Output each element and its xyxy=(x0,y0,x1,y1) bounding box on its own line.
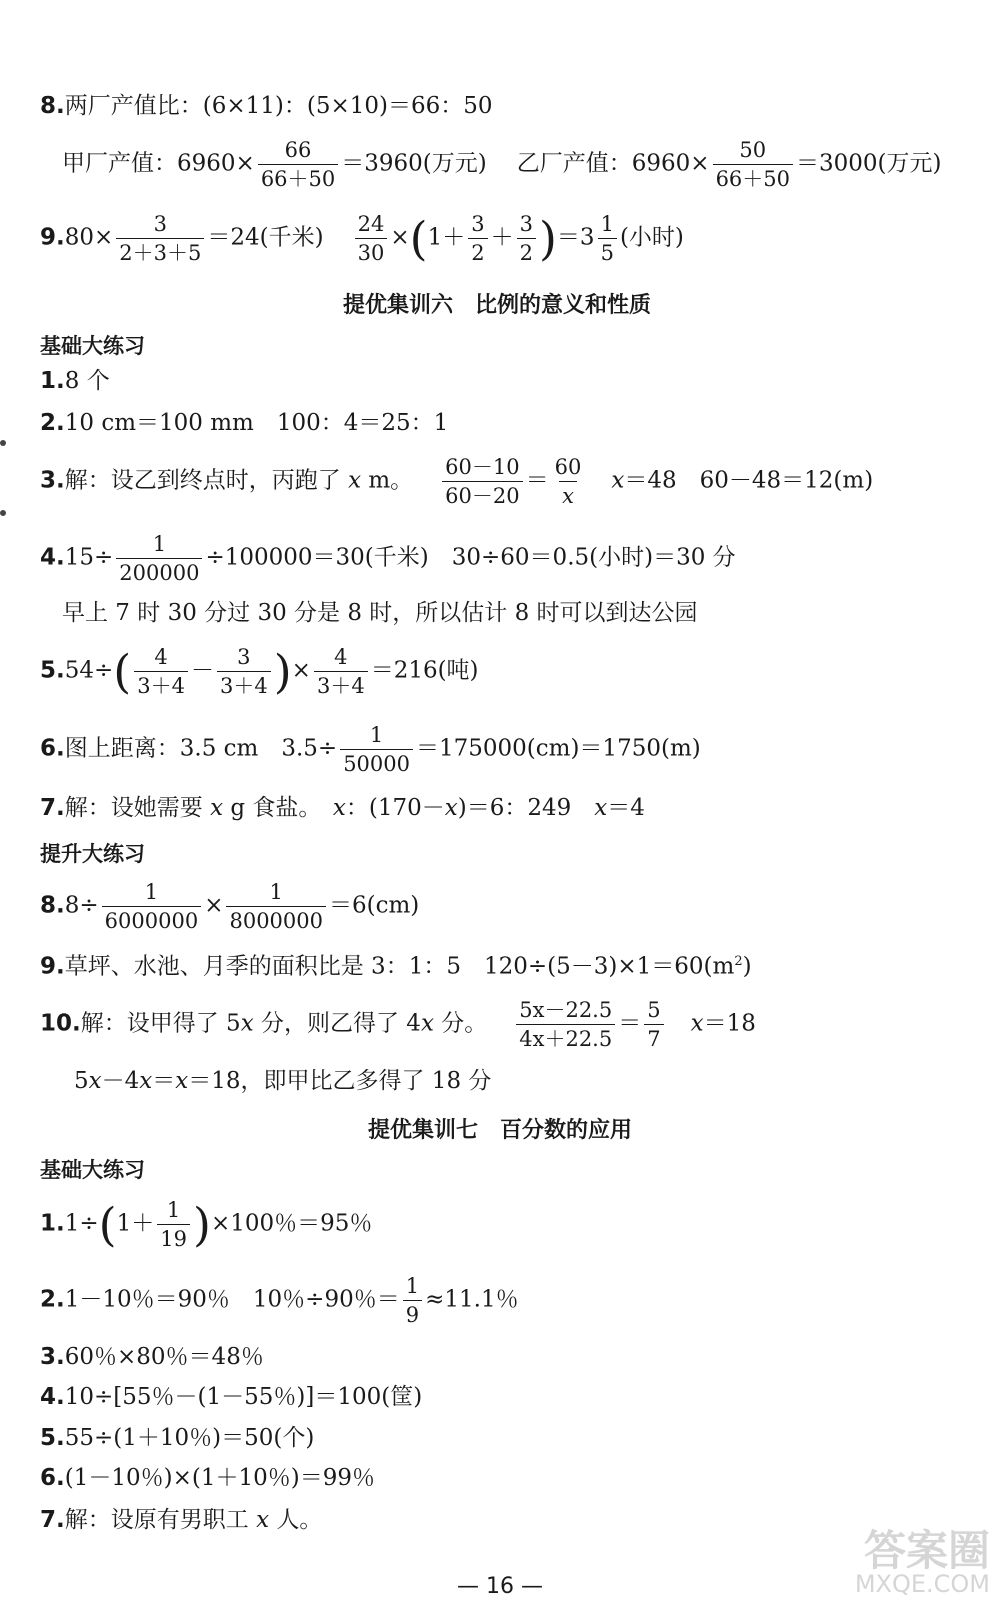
text-part: 8÷ xyxy=(64,892,99,919)
variable-x: x xyxy=(256,1507,270,1533)
text-part: (小时) xyxy=(619,224,684,251)
s7-answer-2 xyxy=(40,1274,519,1327)
fraction xyxy=(552,455,585,508)
denominator: 66＋50 xyxy=(713,164,793,191)
fraction xyxy=(226,880,326,933)
s7-answer-6 xyxy=(40,1467,375,1490)
fraction xyxy=(516,998,615,1051)
question-number: 9. xyxy=(40,953,65,980)
numerator: 4 xyxy=(334,645,348,669)
denominator: 2 xyxy=(468,238,487,265)
text-part: m。 xyxy=(361,467,414,494)
s7-answer-5 xyxy=(40,1427,314,1450)
text-part: － xyxy=(190,657,214,684)
answer-text: 8 个 xyxy=(64,368,110,394)
denominator: 2＋3＋5 xyxy=(116,238,204,265)
text-part: ＝6(cm) xyxy=(329,892,420,919)
numerator: 50 xyxy=(739,138,767,162)
question-number: 6. xyxy=(40,735,65,762)
denominator: x xyxy=(559,481,577,508)
text-part: ＝18 xyxy=(703,1010,756,1037)
fraction xyxy=(217,645,271,698)
variable-x: x xyxy=(139,1068,153,1094)
s6-answer-4 xyxy=(40,532,736,585)
numerator: 1 xyxy=(144,880,159,904)
s7-answer-4 xyxy=(40,1386,422,1409)
denominator: 3＋4 xyxy=(217,671,271,698)
variable-x: x xyxy=(420,1010,434,1037)
left-paren: ( xyxy=(98,1197,117,1252)
denominator: 30 xyxy=(355,238,388,265)
numerator: 3 xyxy=(471,212,485,236)
variable-x: x xyxy=(594,795,608,821)
s6-answer-4-continued: 早上 7 时 30 分过 30 分是 8 时，所以估计 8 时可以到达公园 xyxy=(62,600,698,626)
text-part: ×100％＝95％ xyxy=(210,1210,373,1237)
denominator: 3＋4 xyxy=(134,671,188,698)
text-part: 54÷ xyxy=(64,657,114,684)
denominator: 8000000 xyxy=(226,906,326,933)
s6-answer-7 xyxy=(40,797,645,820)
fraction xyxy=(468,212,487,265)
text-part: ：(170－ xyxy=(345,795,445,821)
answer-text: 10÷[55％－(1－55％)]＝100(筐) xyxy=(64,1384,423,1410)
text-part: 15÷ xyxy=(64,544,114,571)
text-part: ＝48 60－48＝12(m) xyxy=(624,467,874,494)
text-part: 80× xyxy=(64,224,114,251)
fraction xyxy=(340,723,413,776)
fraction xyxy=(102,880,202,933)
question-number: 7. xyxy=(40,795,65,821)
denominator: 7 xyxy=(644,1024,663,1051)
text-part: 1＋ xyxy=(116,1210,155,1237)
s6-answer-10-continued xyxy=(74,1070,491,1093)
question-number: 6. xyxy=(40,1465,65,1491)
section-title-6: 提优集训六 比例的意义和性质 xyxy=(343,293,652,318)
question-number: 3. xyxy=(40,467,65,494)
text-part: g 食盐。 xyxy=(223,795,333,821)
fraction xyxy=(442,455,522,508)
denominator: 50000 xyxy=(340,749,413,776)
question-number: 2. xyxy=(40,410,65,436)
denominator: 5 xyxy=(598,238,617,265)
numerator: 24 xyxy=(357,212,385,236)
variable-x: x xyxy=(210,795,224,821)
answer-9 xyxy=(40,212,684,265)
fraction xyxy=(403,1274,422,1327)
fraction xyxy=(355,212,388,265)
text-part: ≈11.1％ xyxy=(425,1286,519,1313)
variable-x: x xyxy=(332,795,346,821)
section-title-7: 提优集训七 百分数的应用 xyxy=(368,1118,633,1143)
answer-text: 10 cm＝100 mm 100：4＝25：1 xyxy=(64,410,449,436)
left-paren: ( xyxy=(113,644,132,699)
text-part: ＝ xyxy=(525,467,549,494)
right-paren: ) xyxy=(538,211,557,266)
text-part: ＝18，即甲比乙多得了 18 分 xyxy=(188,1068,492,1094)
denominator: 9 xyxy=(403,1300,422,1327)
fraction xyxy=(134,645,188,698)
fraction xyxy=(314,645,368,698)
text-part: ＝3 xyxy=(556,224,595,251)
numerator: 60 xyxy=(554,455,582,479)
fraction xyxy=(157,1198,190,1251)
text-part: 5 xyxy=(74,1068,89,1094)
numerator: 1 xyxy=(405,1274,420,1298)
answer-8-continued xyxy=(62,138,942,191)
numerator: 1 xyxy=(152,532,167,556)
question-number: 3. xyxy=(40,1344,65,1370)
text-part: 1－10％＝90％ 10％÷90％＝ xyxy=(64,1286,400,1313)
answer-text: 草坪、水池、月季的面积比是 3：1：5 120÷(5－3)×1＝60(m xyxy=(64,953,735,980)
watermark-url: MXQE.COM xyxy=(854,1570,990,1598)
text-part: × xyxy=(390,224,410,251)
text-part: ＝216(吨) xyxy=(370,657,479,684)
text-part: ＝3000(万元) xyxy=(796,150,942,177)
numerator: 3 xyxy=(153,212,168,236)
text-part: ＝3960(万元) xyxy=(341,150,487,177)
s6-answer-8 xyxy=(40,880,419,933)
margin-mark xyxy=(0,510,6,516)
fraction xyxy=(598,212,617,265)
text-part: ＝4 xyxy=(607,795,645,821)
text-part: 人。 xyxy=(269,1507,323,1533)
numerator: 1 xyxy=(269,880,283,904)
question-number: 7. xyxy=(40,1507,65,1533)
right-paren: ) xyxy=(192,1197,211,1252)
text-part: ＝175000(cm)＝1750(m) xyxy=(416,735,701,762)
numerator: 66 xyxy=(284,138,312,162)
question-number: 4. xyxy=(40,1384,65,1410)
variable-x: x xyxy=(444,795,458,821)
text-part: －4 xyxy=(101,1068,140,1094)
text-part: ＝ xyxy=(152,1068,176,1094)
subsection-advanced-6: 提升大练习 xyxy=(40,842,145,866)
s6-answer-3 xyxy=(40,455,873,508)
denominator: 19 xyxy=(157,1224,190,1251)
text-part: 解：设乙到终点时，丙跑了 xyxy=(64,467,349,494)
variable-x: x xyxy=(175,1068,189,1094)
superscript: 2 xyxy=(734,954,743,969)
text-part: 乙厂产值：6960× xyxy=(516,150,710,177)
denominator: 60－20 xyxy=(442,481,522,508)
numerator: 5 xyxy=(647,998,661,1022)
numerator: 1 xyxy=(600,212,614,236)
watermark-logo xyxy=(800,1518,990,1598)
numerator: 5x－22.5 xyxy=(519,998,613,1022)
question-number: 1. xyxy=(40,1210,65,1237)
question-number: 9. xyxy=(40,224,65,251)
watermark-text: 答案圈 xyxy=(863,1526,990,1575)
text-part: 1÷ xyxy=(64,1210,99,1237)
text-part: 分。 xyxy=(433,1010,488,1037)
text-part: 图上距离：3.5 cm 3.5÷ xyxy=(64,735,338,762)
text-part: 甲厂产值：6960× xyxy=(62,150,255,177)
denominator: 3＋4 xyxy=(314,671,368,698)
answer-text: 55÷(1＋10％)＝50(个) xyxy=(64,1425,315,1451)
numerator: 4 xyxy=(154,645,168,669)
fraction xyxy=(116,532,202,585)
numerator: 1 xyxy=(166,1198,181,1222)
text-part: × xyxy=(291,657,311,684)
variable-x: x xyxy=(240,1010,254,1037)
right-paren: ) xyxy=(273,644,292,699)
variable-x: x xyxy=(348,467,362,494)
subsection-basic-7: 基础大练习 xyxy=(40,1158,145,1182)
answer-text: (1－10％)×(1＋10％)＝99％ xyxy=(64,1465,375,1491)
text-part: 1＋ xyxy=(427,224,466,251)
question-number: 5. xyxy=(40,657,65,684)
text-part: ÷100000＝30(千米) 30÷60＝0.5(小时)＝30 分 xyxy=(205,544,736,571)
question-number: 10. xyxy=(40,1010,81,1037)
text-part: ＝24(千米) xyxy=(207,224,324,251)
numerator: 60－10 xyxy=(445,455,520,479)
text-part: 分，则乙得了 4 xyxy=(253,1010,421,1037)
numerator: 3 xyxy=(237,645,251,669)
text-part: ＋ xyxy=(490,224,514,251)
question-number: 8. xyxy=(40,93,65,119)
question-number: 4. xyxy=(40,544,65,571)
fraction xyxy=(517,212,536,265)
question-number: 1. xyxy=(40,368,65,394)
s7-answer-1 xyxy=(40,1198,372,1251)
margin-mark xyxy=(0,440,6,446)
text-part: ＝ xyxy=(618,1010,642,1037)
variable-x: x xyxy=(88,1068,102,1094)
left-paren: ( xyxy=(409,211,428,266)
s6-answer-10 xyxy=(40,998,756,1051)
denominator: 66＋50 xyxy=(258,164,338,191)
fraction xyxy=(644,998,663,1051)
variable-x: x xyxy=(690,1010,704,1037)
s6-answer-5 xyxy=(40,645,479,698)
text-part: 解：设原有男职工 xyxy=(64,1507,257,1533)
fraction xyxy=(116,212,204,265)
question-number: 8. xyxy=(40,892,65,919)
answer-8 xyxy=(40,95,493,118)
s6-answer-2 xyxy=(40,412,448,435)
text-part: )＝6：249 xyxy=(457,795,595,821)
text-part: 解：设甲得了 5 xyxy=(80,1010,241,1037)
text-part: 解：设她需要 xyxy=(64,795,211,821)
numerator: 1 xyxy=(369,723,384,747)
fraction xyxy=(713,138,793,191)
numerator: 3 xyxy=(519,212,533,236)
denominator: 6000000 xyxy=(102,906,202,933)
page-number: — 16 — xyxy=(457,1574,543,1599)
answer-text: 60％×80％＝48％ xyxy=(64,1344,264,1370)
question-number: 5. xyxy=(40,1425,65,1451)
answer-text: 两厂产值比：(6×11)：(5×10)＝66：50 xyxy=(64,93,493,119)
fraction xyxy=(258,138,338,191)
variable-x: x xyxy=(611,467,625,494)
s6-answer-1 xyxy=(40,370,110,393)
subsection-basic-6: 基础大练习 xyxy=(40,334,145,358)
denominator: 2 xyxy=(517,238,536,265)
question-number: 2. xyxy=(40,1286,65,1313)
s7-answer-3 xyxy=(40,1346,264,1369)
denominator: 4x＋22.5 xyxy=(516,1024,615,1051)
s6-answer-6 xyxy=(40,723,701,776)
s7-answer-7 xyxy=(40,1509,322,1532)
denominator: 200000 xyxy=(116,558,202,585)
text-part: ) xyxy=(742,953,752,980)
s6-answer-9 xyxy=(40,955,752,979)
text-part: × xyxy=(204,892,224,919)
